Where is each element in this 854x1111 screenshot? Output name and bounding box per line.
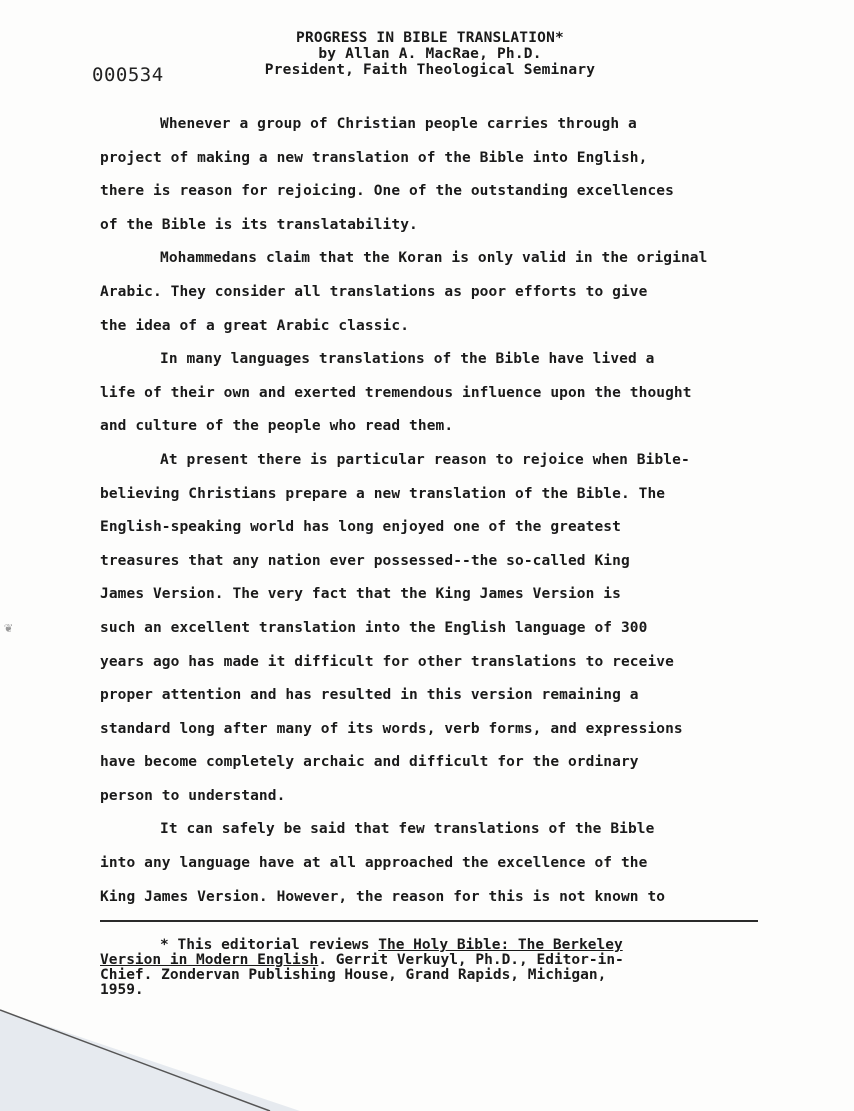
text-line: Arabic. They consider all translations as poor efforts to give: [100, 283, 648, 300]
document-title: PROGRESS IN BIBLE TRANSLATION*: [296, 30, 564, 46]
text-line: It can safely be said that few translations of the Bible: [160, 821, 655, 838]
footnote-line: [100, 938, 740, 953]
margin-smudge: ❦: [4, 620, 13, 636]
footnote-line: 1959.: [100, 982, 144, 998]
text-line: such an excellent translation into the English language of 300: [100, 619, 648, 636]
footnote-line: Chief. Zondervan Publishing House, Grand Rapids, Michigan,: [100, 967, 607, 983]
text-line: English-speaking world has long enjoyed one of the greatest: [100, 519, 621, 536]
footnote: [100, 938, 740, 998]
text-line: there is reason for rejoicing. One of the outstanding excellences: [100, 183, 674, 200]
text-line: years ago has made it difficult for other translations to receive: [100, 653, 674, 670]
author-line: by Allan A. MacRae, Ph.D.: [318, 46, 542, 62]
text-line: have become completely archaic and difficult for the ordinary: [100, 754, 639, 771]
text-line: standard long after many of its words, verb forms, and expressions: [100, 720, 683, 737]
document-header: [160, 30, 700, 78]
text-line: the idea of a great Arabic classic.: [100, 317, 410, 334]
document-number: 000534: [92, 64, 164, 86]
text-line: project of making a new translation of the Bible into English,: [100, 149, 648, 166]
text-line: In many languages translations of the Bible have lived a: [160, 351, 655, 368]
text-line: treasures that any nation ever possessed--the so-called King: [100, 552, 630, 569]
text-line: At present there is particular reason to rejoice when Bible-: [160, 451, 690, 468]
text-line: King James Version. However, the reason for this is not known to: [100, 888, 666, 905]
text-line: of the Bible is its translatability.: [100, 216, 418, 233]
text-line: Whenever a group of Christian people carries through a: [160, 116, 637, 132]
text-line: into any language have at all approached the excellence of the: [100, 855, 648, 872]
text-line: and culture of the people who read them.: [100, 418, 454, 435]
footnote-line: [100, 953, 740, 968]
author-position: President, Faith Theological Seminary: [264, 62, 596, 78]
text-line: proper attention and has resulted in this version remaining a: [100, 687, 639, 704]
body-text: [100, 108, 800, 914]
book-title: The Holy Bible: The Berkeley: [378, 937, 623, 953]
scan-page-edge: [0, 1000, 300, 1111]
footnote-editor: . Gerrit Verkuyl, Ph.D., Editor-in-: [318, 952, 624, 968]
text-line: Mohammedans claim that the Koran is only valid in the original: [160, 250, 708, 267]
text-line: life of their own and exerted tremendous influence upon the thought: [100, 384, 692, 401]
text-line: James Version. The very fact that the King James Version is: [100, 586, 621, 603]
text-line: believing Christians prepare a new translation of the Bible. The: [100, 485, 666, 502]
footnote-divider: [100, 920, 758, 922]
book-title-continued: Version in Modern English: [100, 952, 319, 968]
text-line: person to understand.: [100, 787, 286, 804]
footnote-prefix: * This editorial reviews: [160, 937, 379, 953]
